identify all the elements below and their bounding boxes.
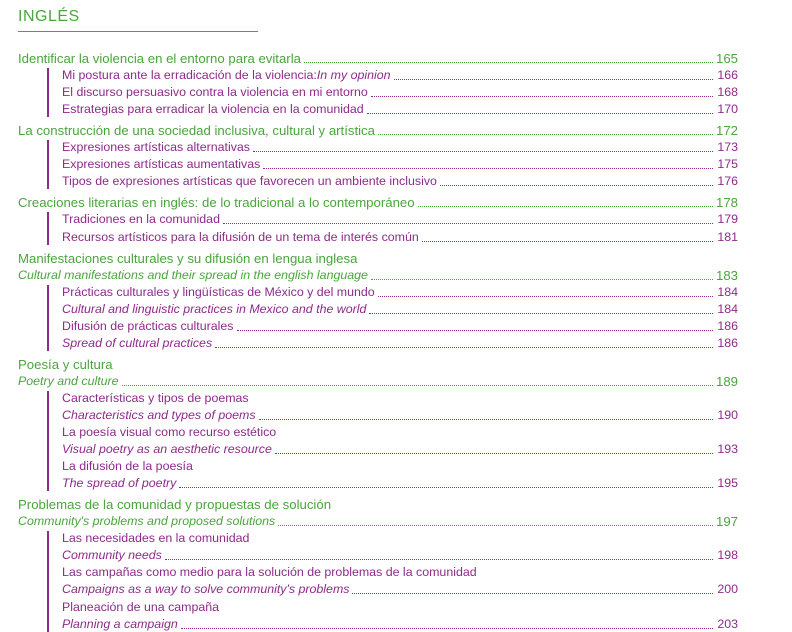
toc-entry-title: Poesía y cultura [18, 356, 113, 372]
toc-subentry[interactable] [18, 100, 738, 117]
toc-entry-title: Características y tipos de poemas [62, 390, 249, 405]
toc-entry-title: Planning a campaign [62, 616, 178, 631]
toc-entry-title: La poesía visual como recurso estético [62, 425, 277, 440]
subentry-bracket [47, 212, 49, 244]
toc-entry-title: Cultural manifestations and their spread in the english language [18, 267, 368, 282]
page-number: 203 [717, 616, 738, 631]
page-number: 179 [717, 212, 738, 227]
dot-leader [275, 453, 713, 454]
page-number: 198 [717, 548, 738, 563]
toc-entry-title: Visual poetry as an aesthetic resource [62, 442, 272, 457]
toc-subentry[interactable] [18, 406, 738, 423]
page-number: 181 [717, 229, 738, 244]
dot-leader [371, 96, 713, 97]
toc-entry-title: Characteristics and types of poems [62, 407, 256, 422]
subentry-bracket [47, 68, 49, 117]
toc-entry-title: Manifestaciones culturales y su difusión en lengua inglesa [18, 250, 358, 266]
dot-leader [181, 628, 713, 629]
toc-entry-title: Difusión de prácticas culturales [62, 318, 234, 333]
toc-section-entry[interactable] [18, 193, 738, 210]
dot-leader [263, 168, 713, 169]
toc-entry-title: Poetry and culture [18, 373, 119, 388]
dot-leader [179, 487, 713, 488]
toc-subentry[interactable] [18, 66, 738, 83]
toc-entry-title-italic: In my opinion [316, 68, 391, 83]
dot-leader [369, 313, 713, 314]
toc-subentry[interactable] [18, 155, 738, 172]
toc-subentry[interactable] [18, 474, 738, 491]
toc-subentry[interactable] [18, 138, 738, 155]
toc-subentry[interactable] [18, 423, 738, 440]
page-number: 184 [717, 301, 738, 316]
toc-subentry[interactable] [18, 440, 738, 457]
toc-entry-title: La difusión de la poesía [62, 459, 193, 474]
toc-entry-title: La construcción de una sociedad inclusiva, cultural y artística [18, 123, 375, 139]
dot-leader [223, 223, 713, 224]
toc-entry-title: Community's problems and proposed solutions [18, 514, 276, 529]
toc-entry-title: Campaigns as a way to solve community's problems [62, 582, 350, 597]
toc-section-entry[interactable] [18, 495, 738, 512]
toc-entry-title: Planeación de una campaña [62, 599, 220, 614]
toc-entry-title: Community needs [62, 548, 162, 563]
toc-subentry[interactable] [18, 334, 738, 351]
dot-leader [378, 134, 713, 135]
toc-entry-title: Spread of cultural practices [62, 335, 213, 350]
toc-entry-title: Mi postura ante la erradicación de la violencia: [62, 68, 317, 83]
toc-entry-title: Tipos de expresiones artísticas que favorecen un ambiente inclusivo [62, 174, 437, 189]
page-number: 170 [717, 102, 738, 117]
dot-leader [367, 113, 713, 114]
toc-subentry[interactable] [18, 227, 738, 244]
subentry-bracket [47, 285, 49, 351]
page-number: 172 [715, 123, 738, 139]
toc-subentry[interactable] [18, 83, 738, 100]
toc-entry-title: Creaciones literarias en inglés: de lo tradicional a lo contemporáneo [18, 195, 415, 211]
toc-subentry[interactable] [18, 317, 738, 334]
toc-section-entry[interactable] [18, 512, 738, 529]
toc-subentry[interactable] [18, 210, 738, 227]
toc-entry-title: Recursos artísticos para la difusión de un tema de interés común [62, 229, 419, 244]
page-number: 183 [715, 267, 738, 283]
toc-subentry[interactable] [18, 563, 738, 580]
page-number: 165 [715, 51, 738, 67]
page-number: 175 [717, 157, 738, 172]
subentry-bracket [47, 391, 49, 491]
subentry-bracket [47, 531, 49, 631]
dot-leader [253, 151, 713, 152]
dot-leader [237, 330, 714, 331]
toc-subentry[interactable] [18, 546, 738, 563]
page-number: 173 [717, 140, 738, 155]
dot-leader [259, 419, 713, 420]
toc-entry-title: Expresiones artísticas alternativas [62, 140, 251, 155]
toc-entry-title: Las campañas como medio para la solución de problemas de la comunidad [62, 565, 477, 580]
page-number: 186 [717, 318, 738, 333]
toc-subentry[interactable] [18, 457, 738, 474]
subentry-bracket [47, 140, 49, 189]
table-of-contents [18, 49, 738, 632]
page-number: 168 [717, 85, 738, 100]
toc-entry-title: Las necesidades en la comunidad [62, 531, 250, 546]
page-number: 195 [717, 476, 738, 491]
page-number: 200 [717, 582, 738, 597]
page-number: 193 [717, 442, 738, 457]
toc-entry-title: Cultural and linguistic practices in Mexico and the world [62, 301, 367, 316]
page-number: 189 [715, 373, 738, 389]
toc-entry-title: Estrategias para erradicar la violencia en la comunidad [62, 102, 364, 117]
dot-leader [440, 185, 713, 186]
page-number: 186 [717, 335, 738, 350]
toc-entry-title: Problemas de la comunidad y propuestas de solución [18, 497, 332, 513]
toc-subentry[interactable] [18, 283, 738, 300]
toc-subentry[interactable] [18, 529, 738, 546]
toc-section-entry[interactable] [18, 49, 738, 66]
page-number: 184 [717, 284, 738, 299]
dot-leader [378, 296, 713, 297]
toc-entry-title: Expresiones artísticas aumentativas [62, 157, 261, 172]
dot-leader [122, 385, 713, 386]
dot-leader [422, 241, 713, 242]
toc-entry-title: Tradiciones en la comunidad [62, 212, 220, 227]
dot-leader [278, 525, 713, 526]
dot-leader [394, 79, 713, 80]
dot-leader [215, 347, 713, 348]
toc-section-entry[interactable] [18, 355, 738, 372]
toc-subentry[interactable] [18, 300, 738, 317]
toc-subentry[interactable] [18, 172, 738, 189]
page-number: 176 [717, 174, 738, 189]
dot-leader [304, 62, 713, 63]
toc-entry-title: Identificar la violencia en el entorno para evitarla [18, 51, 301, 67]
section-title: INGLÉS [18, 8, 258, 32]
toc-section-entry[interactable] [18, 121, 738, 138]
page-number: 190 [717, 407, 738, 422]
toc-section-entry[interactable] [18, 249, 738, 266]
toc-subentry[interactable] [18, 597, 738, 614]
page-number: 197 [715, 514, 738, 530]
toc-entry-title: Prácticas culturales y lingüísticas de México y del mundo [62, 284, 375, 299]
toc-subentry[interactable] [18, 580, 738, 597]
page-number: 178 [715, 195, 738, 211]
toc-subentry[interactable] [18, 615, 738, 632]
dot-leader [165, 559, 713, 560]
dot-leader [371, 279, 713, 280]
dot-leader [352, 593, 713, 594]
toc-entry-title: The spread of poetry [62, 476, 177, 491]
toc-subentry[interactable] [18, 389, 738, 406]
toc-section-entry[interactable] [18, 372, 738, 389]
page-number: 166 [717, 68, 738, 83]
toc-section-entry[interactable] [18, 266, 738, 283]
dot-leader [418, 206, 713, 207]
toc-entry-title: El discurso persuasivo contra la violencia en mi entorno [62, 85, 368, 100]
